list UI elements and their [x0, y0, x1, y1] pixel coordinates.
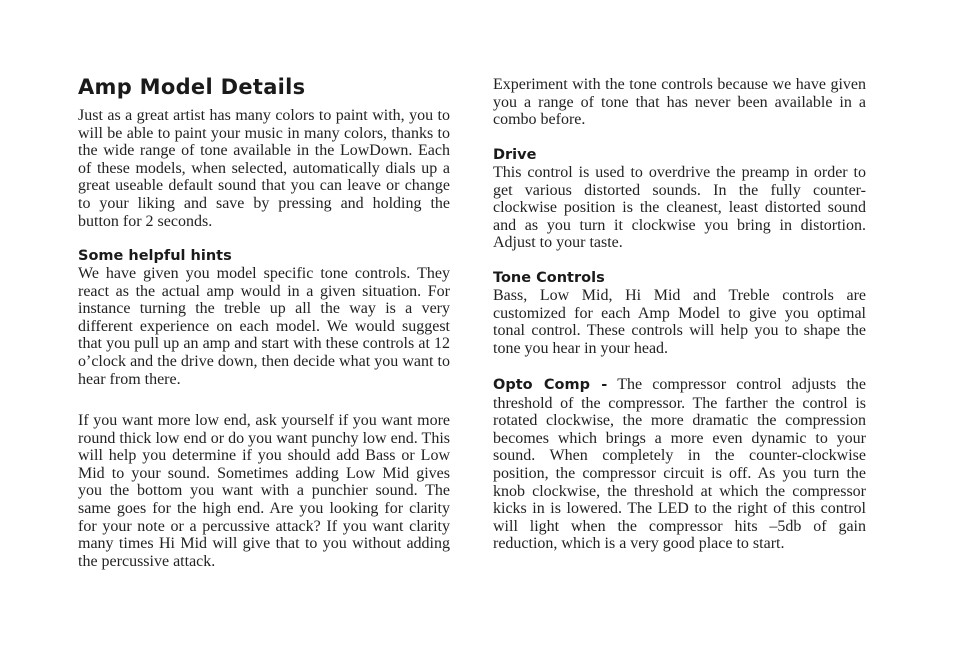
- intro-paragraph: Just as a great artist has many colors to paint with, you to will be able to paint your music in many colors, thanks to the wide range of tone available in the LowDown. Each of these models, when selected, automatically dials up a great useable default sound that you can leave or change to your liking and save by pressing and holding the button for 2 seconds.: [78, 107, 450, 230]
- tone-controls-heading: Tone Controls: [493, 270, 605, 286]
- intro-section: [78, 107, 450, 230]
- low-end-section: [78, 412, 450, 570]
- opto-comp-text: The compressor control adjusts the threshold of the compressor. The farther the control is rotated clockwise, the more dramatic the compression becomes which brings a more even dynamic to your sound. When completely in the counter-clockwise position, the compressor circuit is off. As you turn the knob clockwise, the threshold at which the compressor kicks in is lowered. The LED to the right of this control will light when the compressor hits –5db of gain reduction, which is a very good place to start.: [493, 376, 866, 553]
- drive-heading: Drive: [493, 147, 537, 163]
- tone-controls-section: [493, 269, 866, 357]
- experiment-paragraph: Experiment with the tone controls because we have given you a range of tone that has never been available in a combo before.: [493, 76, 866, 129]
- low-end-paragraph: If you want more low end, ask yourself if you want more round thick low end or do you want punchy low end. This will help you determine if you should add Bass or Low Mid to your sound. Sometimes adding Low Mid gives you the bottom you want with a punchier sound. The same goes for the high end. Are you looking for clarity for your note or a percussive attack? If you want clarity many times Hi Mid will give that to you without adding the percussive attack.: [78, 412, 450, 570]
- hints-paragraph: We have given you model specific tone controls. They react as the actual amp would in a given situation. For instance turning the treble up all the way is a very different experience on each model. We would suggest that you pull up an amp and start with these controls at 12 o’clock and the drive down, then decide what you want to hear from there.: [78, 265, 450, 388]
- opto-comp-paragraph: [493, 376, 866, 553]
- experiment-section: [493, 76, 866, 129]
- hints-heading: Some helpful hints: [78, 248, 232, 264]
- hints-section: [78, 247, 450, 388]
- page-title: Amp Model Details: [78, 75, 306, 99]
- drive-section: [493, 146, 866, 252]
- tone-controls-paragraph: Bass, Low Mid, Hi Mid and Treble controls are customized for each Amp Model to give you optimal tonal control. These controls will help you to shape the tone you hear in your head.: [493, 287, 866, 357]
- opto-comp-heading: Opto Comp -: [493, 377, 608, 393]
- opto-comp-section: [493, 376, 866, 553]
- drive-paragraph: This control is used to overdrive the preamp in order to get various distorted sounds. In the fully counter-clockwise position is the cleanest, least distorted sound and as you turn it clockwise you bring in distortion. Adjust to your taste.: [493, 164, 866, 252]
